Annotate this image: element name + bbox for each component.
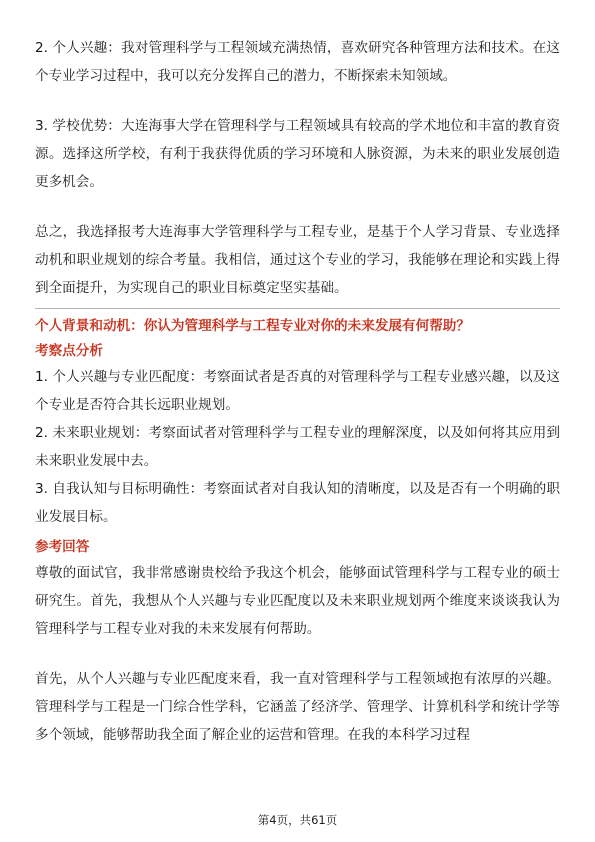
section-divider xyxy=(35,308,560,309)
spacer xyxy=(35,90,560,112)
analysis-item-2: 2. 未来职业规划：考察面试者对管理科学与工程专业的理解深度，以及如何将其应用到未来职业发展中去。 xyxy=(35,425,560,469)
conclusion-paragraph: 总之，我选择报考大连海事大学管理科学与工程专业，是基于个人学习背景、专业选择动机和职业规划的综合考量。我相信，通过这个专业的学习，我能够在理论和实践上得到全面提升，为实现自己的职业目标奠定坚实基础。 xyxy=(35,224,560,296)
answer-paragraph-2: 首先，从个人兴趣与专业匹配度来看，我一直对管理科学与工程领域抱有浓厚的兴趣。管理科学与工程是一门综合性学科，它涵盖了经济学、管理学、计算机科学和统计学等多个领域，能够帮助我全面了解企业的运营和管理。在我的本科学习过程 xyxy=(35,671,560,743)
analysis-heading: 考察点分析 xyxy=(35,343,103,359)
answer-heading: 参考回答 xyxy=(35,539,90,555)
spacer xyxy=(35,643,560,665)
page-number: 第4页，共61页 xyxy=(257,813,338,827)
intro-point-2: 2. 个人兴趣：我对管理科学与工程领域充满热情，喜欢研究各种管理方法和技术。在这个专业学习过程中，我可以充分发挥自己的潜力，不断探索未知领域。 xyxy=(35,40,560,84)
question-title: 个人背景和动机：你认为管理科学与工程专业对你的未来发展有何帮助？ xyxy=(35,318,470,334)
document-page xyxy=(35,34,560,749)
analysis-item-1: 1. 个人兴趣与专业匹配度：考察面试者是否真的对管理科学与工程专业感兴趣，以及这个专业是否符合其长远职业规划。 xyxy=(35,369,560,413)
spacer xyxy=(35,196,560,218)
intro-point-3: 3. 学校优势：大连海事大学在管理科学与工程领域具有较高的学术地位和丰富的教育资源。选择这所学校，有利于我获得优质的学习环境和人脉资源，为未来的职业发展创造更多机会。 xyxy=(35,118,560,190)
analysis-item-3: 3. 自我认知与目标明确性：考察面试者对自我认知的清晰度，以及是否有一个明确的职业发展目标。 xyxy=(35,481,560,525)
answer-paragraph-1: 尊敬的面试官，我非常感谢贵校给予我这个机会，能够面试管理科学与工程专业的硕士研究生。首先，我想从个人兴趣与专业匹配度以及未来职业规划两个维度来谈谈我认为管理科学与工程专业对我的未来发展有何帮助。 xyxy=(35,565,560,637)
